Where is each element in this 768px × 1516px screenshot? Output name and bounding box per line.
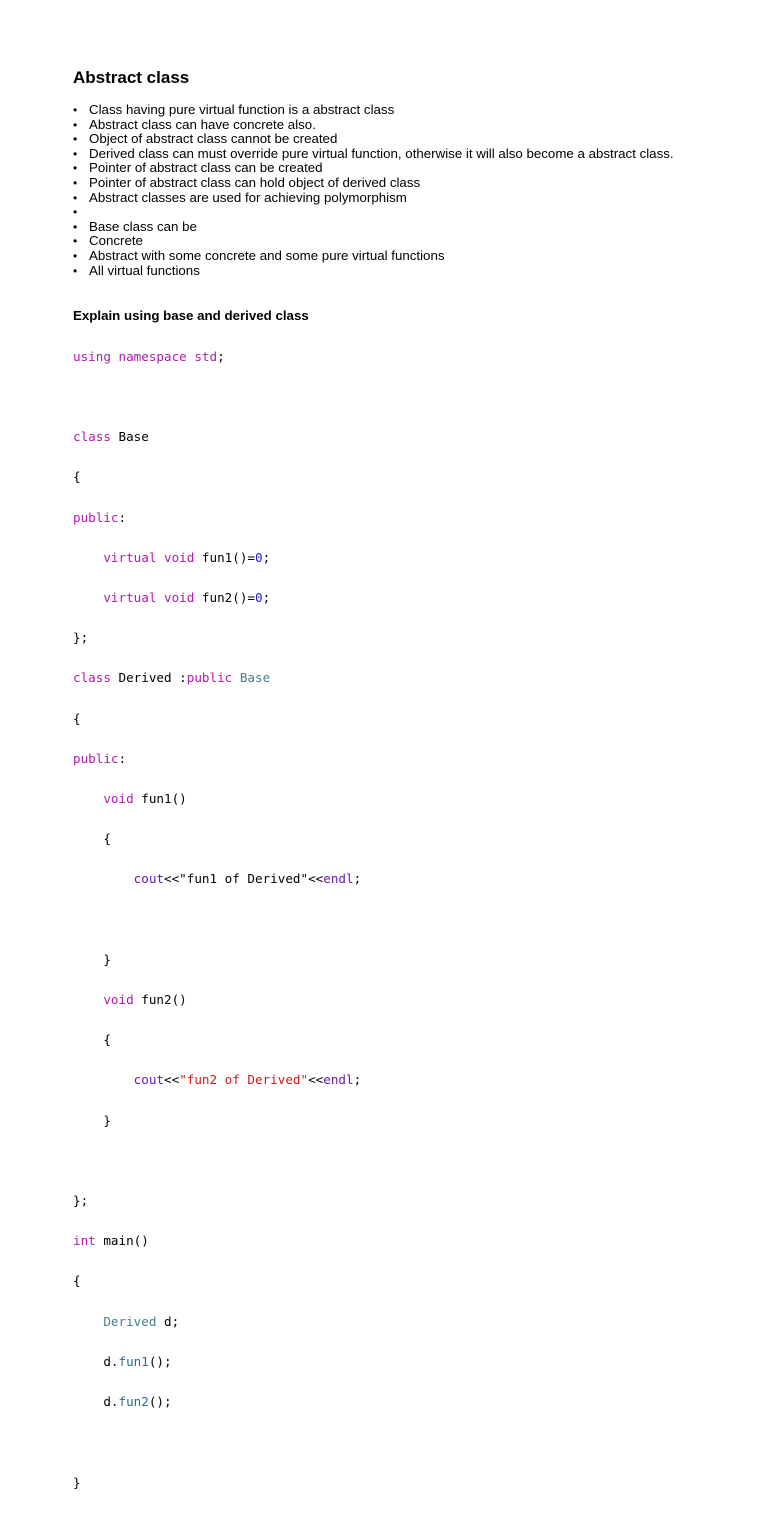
code-indent (73, 871, 134, 886)
code-line (73, 872, 361, 885)
code-text: d. (73, 1394, 119, 1410)
code-text: : (118, 750, 127, 766)
code-stream: endl (323, 871, 354, 887)
code-line (73, 1234, 361, 1247)
code-keyword: class (73, 670, 111, 686)
code-stream: cout (133, 1072, 165, 1088)
list-item: • Abstract classes are used for achieving polymorphism (73, 191, 703, 206)
list-item: • Abstract with some concrete and some pure virtual functions (73, 249, 703, 264)
list-item-empty (73, 205, 703, 220)
code-line: { (73, 1032, 111, 1048)
code-text: <<"fun1 of Derived"<< (164, 871, 324, 887)
code-text: fun2()= (194, 590, 256, 606)
code-text: ; (262, 549, 271, 565)
code-type: Derived (103, 1313, 157, 1329)
code-line-blank (73, 1435, 361, 1448)
code-text: ; (353, 1072, 362, 1088)
code-type: Base (239, 670, 271, 686)
list-item: • Object of abstract class cannot be created (73, 132, 703, 147)
code-text: << (308, 1072, 324, 1088)
code-text: (); (148, 1394, 172, 1410)
code-text: fun1()= (194, 549, 256, 565)
code-text: fun1() (133, 791, 187, 807)
section-heading: Explain using base and derived class (73, 308, 309, 323)
code-line: } (73, 1112, 111, 1128)
code-text: ; (262, 590, 271, 606)
code-stream: cout (133, 871, 165, 887)
list-item: • Concrete (73, 234, 703, 249)
code-indent (73, 1314, 103, 1329)
list-item: • Derived class can must override pure virtual function, otherwise it will also become a abstract class. (73, 147, 703, 162)
code-keyword: public (73, 750, 119, 766)
code-line: { (73, 469, 81, 485)
code-line (73, 792, 361, 805)
code-text: fun2() (133, 992, 187, 1008)
code-number: 0 (255, 590, 263, 606)
code-keyword: public (186, 670, 233, 686)
list-item: • Abstract class can have concrete also. (73, 118, 703, 133)
code-number: 0 (255, 549, 263, 565)
code-keyword: public (73, 509, 119, 525)
code-keyword: class (73, 429, 111, 445)
code-indent (73, 1072, 134, 1087)
code-text: main() (95, 1233, 149, 1249)
code-block (73, 323, 361, 1516)
code-line (73, 1355, 361, 1368)
list-item: • Base class can be (73, 220, 703, 235)
code-line: } (73, 1474, 81, 1490)
code-line (73, 591, 361, 604)
code-line (73, 1315, 361, 1328)
code-text: Derived : (110, 670, 187, 686)
code-text: << (164, 1072, 180, 1088)
code-line-blank (73, 390, 361, 403)
code-line: } (73, 951, 111, 967)
code-text: d; (156, 1313, 180, 1329)
code-line (73, 1395, 361, 1408)
code-indent (73, 550, 103, 565)
code-text: : (118, 509, 127, 525)
bullet-list (73, 103, 703, 278)
code-line: { (73, 831, 111, 847)
code-text: ; (353, 871, 362, 887)
code-keyword: virtual void (103, 590, 195, 606)
code-keyword: using namespace std (73, 348, 218, 364)
code-line (73, 671, 361, 684)
code-string: "fun2 of Derived" (179, 1072, 309, 1088)
list-item: • Pointer of abstract class can be created (73, 161, 703, 176)
code-indent (73, 791, 103, 806)
code-keyword: void (103, 992, 134, 1008)
code-line-blank (73, 913, 361, 926)
code-text: d. (73, 1353, 119, 1369)
list-item: • Class having pure virtual function is a abstract class (73, 103, 703, 118)
code-keyword: virtual void (103, 549, 195, 565)
code-line (73, 511, 361, 524)
code-function: fun2 (118, 1394, 149, 1410)
code-text: Base (110, 429, 149, 445)
code-line (73, 1073, 361, 1086)
code-text: (); (148, 1353, 172, 1369)
code-line (73, 551, 361, 564)
code-text: ; (217, 348, 225, 364)
code-line: }; (73, 1193, 89, 1209)
code-line (73, 430, 361, 443)
code-indent (73, 590, 103, 605)
list-item: • Pointer of abstract class can hold object of derived class (73, 176, 703, 191)
code-line (73, 752, 361, 765)
code-keyword: int (73, 1233, 96, 1249)
code-line: }; (73, 630, 89, 646)
code-function: fun1 (118, 1353, 149, 1369)
page-title: Abstract class (73, 68, 190, 87)
list-item: • All virtual functions (73, 264, 703, 279)
code-stream: endl (323, 1072, 354, 1088)
code-line: { (73, 710, 81, 726)
code-text (232, 670, 240, 685)
code-indent (73, 992, 103, 1007)
code-line-blank (73, 1154, 361, 1167)
code-keyword: void (103, 791, 134, 807)
code-line (73, 350, 361, 363)
code-line: { (73, 1273, 81, 1289)
code-line (73, 993, 361, 1006)
